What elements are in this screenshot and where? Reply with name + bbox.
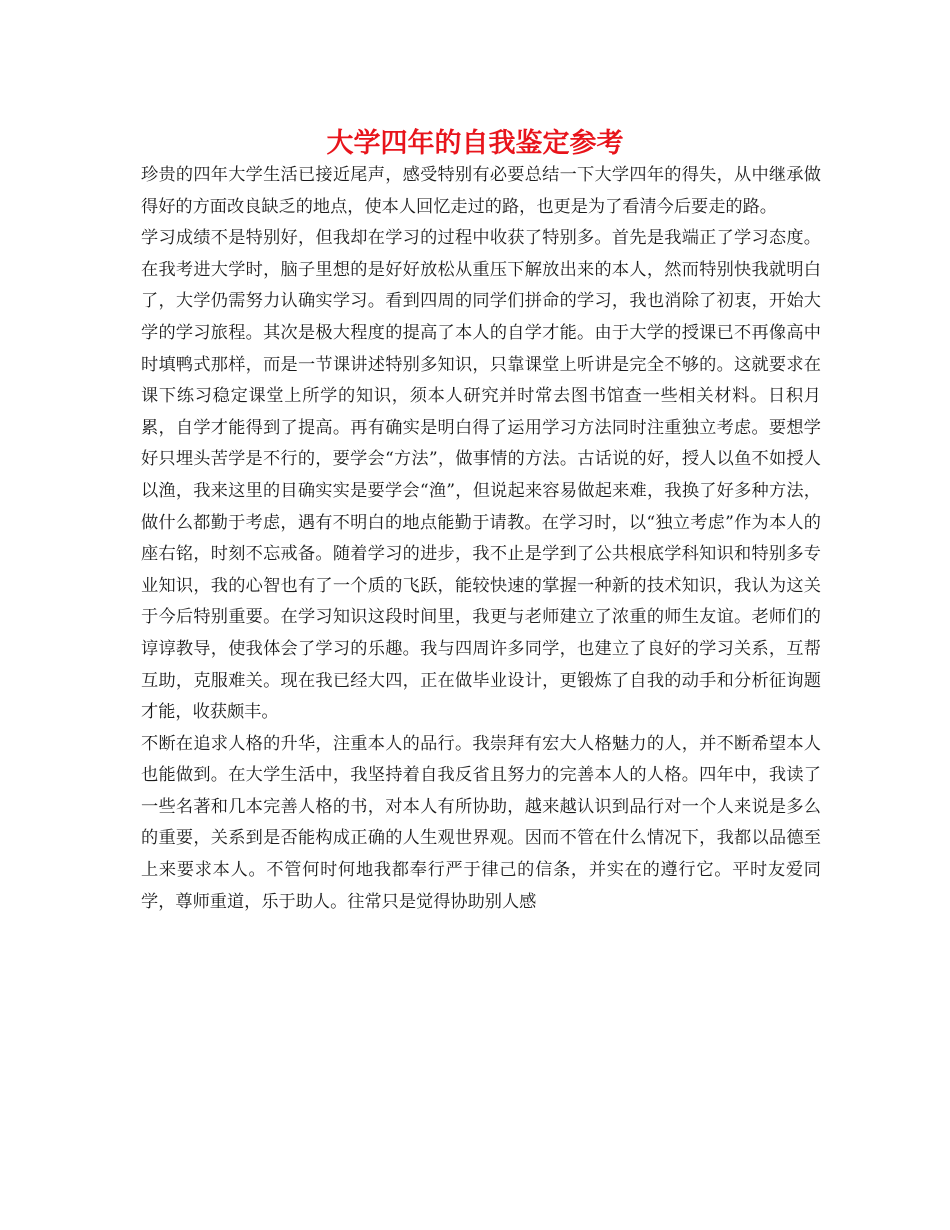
- document-body: [141, 160, 821, 918]
- paragraph-study: 学习成绩不是特别好，但我却在学习的过程中收获了特别多。首先是我端正了学习态度。在我考进大学时，脑子里想的是好好放松从重压下解放出来的本人，然而特别快我就明白了，大学仍需努力认确实学习。看到四周的同学们拼命的学习，我也消除了初衷，开始大学的学习旅程。其次是极大程度的提高了本人的自学才能。由于大学的授课已不再像高中时填鸭式那样，而是一节课讲述特别多知识，只靠课堂上听讲是完全不够的。这就要求在课下练习稳定课堂上所学的知识，须本人研究并时常去图书馆查一些相关材料。日积月累，自学才能得到了提高。再有确实是明白得了运用学习方法同时注重独立考虑。要想学好只埋头苦学是不行的，要学会“方法”，做事情的方法。古话说的好，授人以鱼不如授人以渔，我来这里的目确实实是要学会“渔”，但说起来容易做起来难，我换了好多种方法，做什么都勤于考虑，遇有不明白的地点能勤于请教。在学习时，以“独立考虑”作为本人的座右铭，时刻不忘戒备。随着学习的进步，我不止是学到了公共根底学科知识和特别多专业知识，我的心智也有了一个质的飞跃，能较快速的掌握一种新的技术知识，我认为这关于今后特别重要。在学习知识这段时间里，我更与老师建立了浓重的师生友谊。老师们的谆谆教导，使我体会了学习的乐趣。我与四周许多同学，也建立了良好的学习关系，互帮互助，克服难关。现在我已经大四，正在做毕业设计，更锻炼了自我的动手和分析征询题才能，收获颇丰。: [141, 228, 821, 723]
- paragraph-intro: 珍贵的四年大学生活已接近尾声，感受特别有必要总结一下大学四年的得失，从中继承做得好的方面改良缺乏的地点，使本人回忆走过的路，也更是为了看清今后要走的路。: [141, 165, 821, 217]
- document-title: 大学四年的自我鉴定参考: [326, 128, 624, 159]
- paragraph-character: 不断在追求人格的升华，注重本人的品行。我崇拜有宏大人格魅力的人，并不断希望本人也能做到。在大学生活中，我坚持着自我反省且努力的完善本人的人格。四年中，我读了一些名著和几本完善人格的书，对本人有所协助，越来越认识到品行对一个人来说是多么的重要，关系到是否能构成正确的人生观世界观。因而不管在什么情况下，我都以品德至上来要求本人。不管何时何地我都奉行严于律己的信条，并实在的遵行它。平时友爱同学，尊师重道，乐于助人。往常只是觉得协助别人感: [141, 733, 821, 912]
